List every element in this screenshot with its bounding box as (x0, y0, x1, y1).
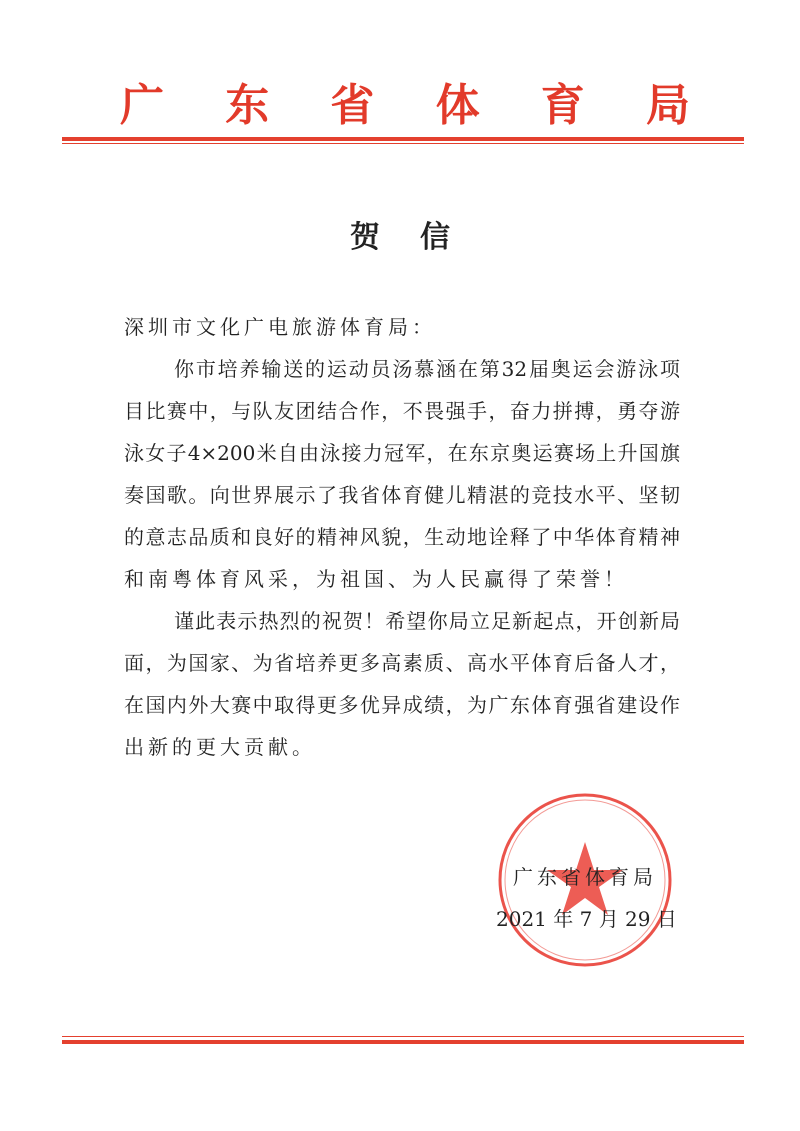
signature: 广东省体育局 (513, 865, 657, 889)
body-line: 和南粤体育风采，为祖国、为人民赢得了荣誉！ (124, 567, 628, 591)
letterhead-char: 局 (645, 80, 690, 131)
document-title: 贺信 (350, 220, 490, 255)
letterhead-char: 育 (540, 80, 585, 131)
header-rule-thick (62, 137, 744, 141)
header-rule-thin (62, 143, 744, 144)
body-line: 的意志品质和良好的精神风貌，生动地诠释了中华体育精神 (124, 525, 680, 549)
letterhead-char: 体 (435, 80, 480, 131)
letterhead-char: 省 (330, 80, 375, 131)
date: 2021 年 7 月 29 日 (496, 907, 677, 931)
body-line: 谨此表示热烈的祝贺！希望你局立足新起点，开创新局 (174, 609, 680, 633)
salutation: 深圳市文化广电旅游体育局： (124, 315, 436, 339)
footer-rule-thin (62, 1036, 744, 1037)
body-line: 在国内外大赛中取得更多优异成绩，为广东体育强省建设作 (124, 693, 680, 717)
body-line: 奏国歌。向世界展示了我省体育健儿精湛的竞技水平、坚韧 (124, 483, 680, 507)
body-line: 你市培养输送的运动员汤慕涵在第32届奥运会游泳项 (174, 357, 680, 381)
body-line: 面，为国家、为省培养更多高素质、高水平体育后备人才， (124, 651, 680, 675)
body-line: 出新的更大贡献。 (124, 735, 316, 759)
letterhead-char: 广 (120, 80, 164, 131)
letterhead (120, 78, 690, 134)
letterhead-char: 东 (225, 80, 270, 131)
body-line: 目比赛中，与队友团结合作，不畏强手，奋力拼搏，勇夺游 (124, 399, 680, 423)
body-line: 泳女子4×200米自由泳接力冠军，在东京奥运赛场上升国旗 (124, 441, 680, 465)
footer-rule-thick (62, 1040, 744, 1044)
